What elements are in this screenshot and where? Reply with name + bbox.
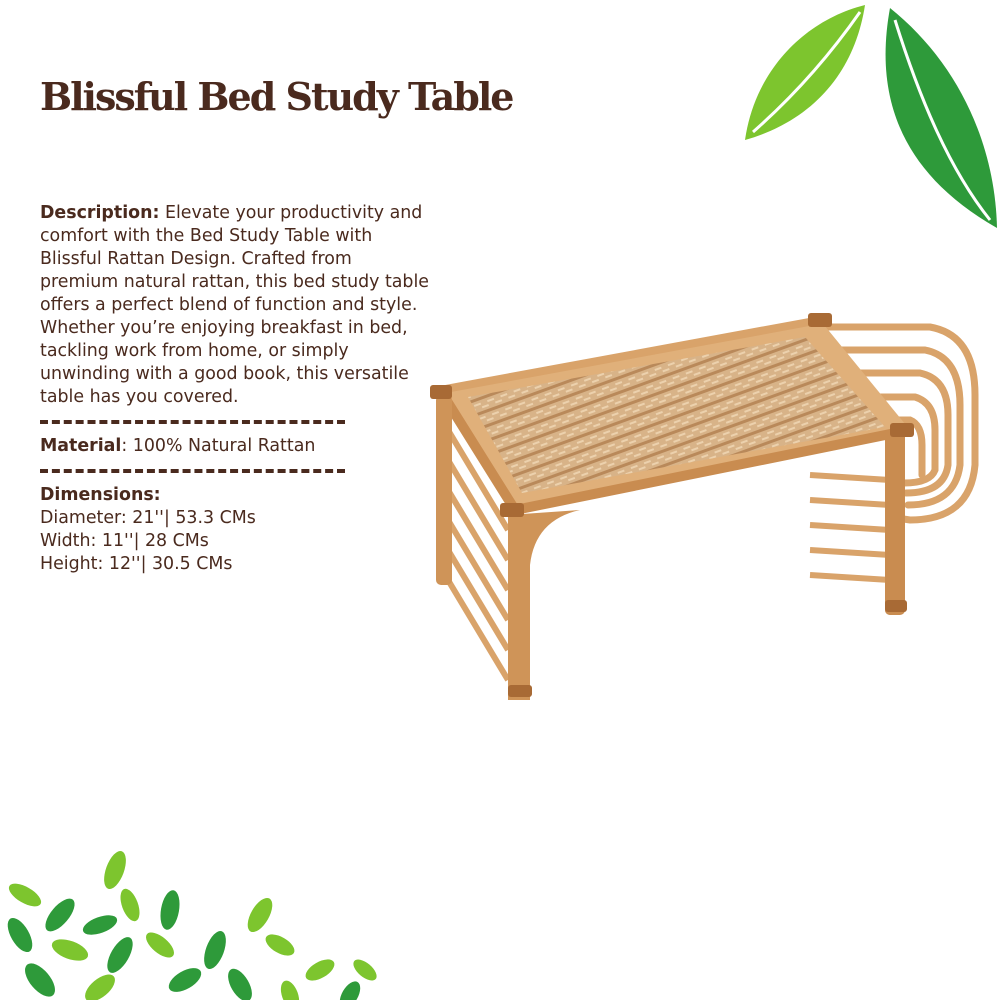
product-image: [430, 305, 990, 715]
dimension-diameter: Diameter: 21''| 53.3 CMs: [40, 508, 256, 528]
material-label: Material: [40, 436, 122, 456]
divider: [40, 469, 345, 473]
description-label: Description:: [40, 203, 160, 223]
material-text: : 100% Natural Rattan: [121, 436, 316, 456]
divider: [40, 420, 345, 424]
description-text: Elevate your productivity and comfort with the Bed Study Table with Blissful Rattan Design. Crafted from premium natural rattan, this bed study table offers a perfect blend of function and style. Whether you’re enjoying breakfast in bed, tackling work from home, or simply unwinding with a good book, this versatile table has you covered.: [40, 203, 430, 407]
leaf-light-icon: [745, 5, 865, 140]
leaves-icon: [0, 840, 400, 1000]
page-title: Blissful Bed Study Table: [40, 74, 513, 119]
leaf-icon: [735, 0, 1000, 240]
dimensions-label: Dimensions:: [40, 485, 161, 505]
product-info: [40, 202, 430, 576]
dimension-width: Width: 11''| 28 CMs: [40, 531, 209, 551]
dimensions: [40, 484, 430, 576]
description: [40, 202, 430, 409]
material: [40, 435, 430, 458]
dimension-height: Height: 12''| 30.5 CMs: [40, 554, 233, 574]
